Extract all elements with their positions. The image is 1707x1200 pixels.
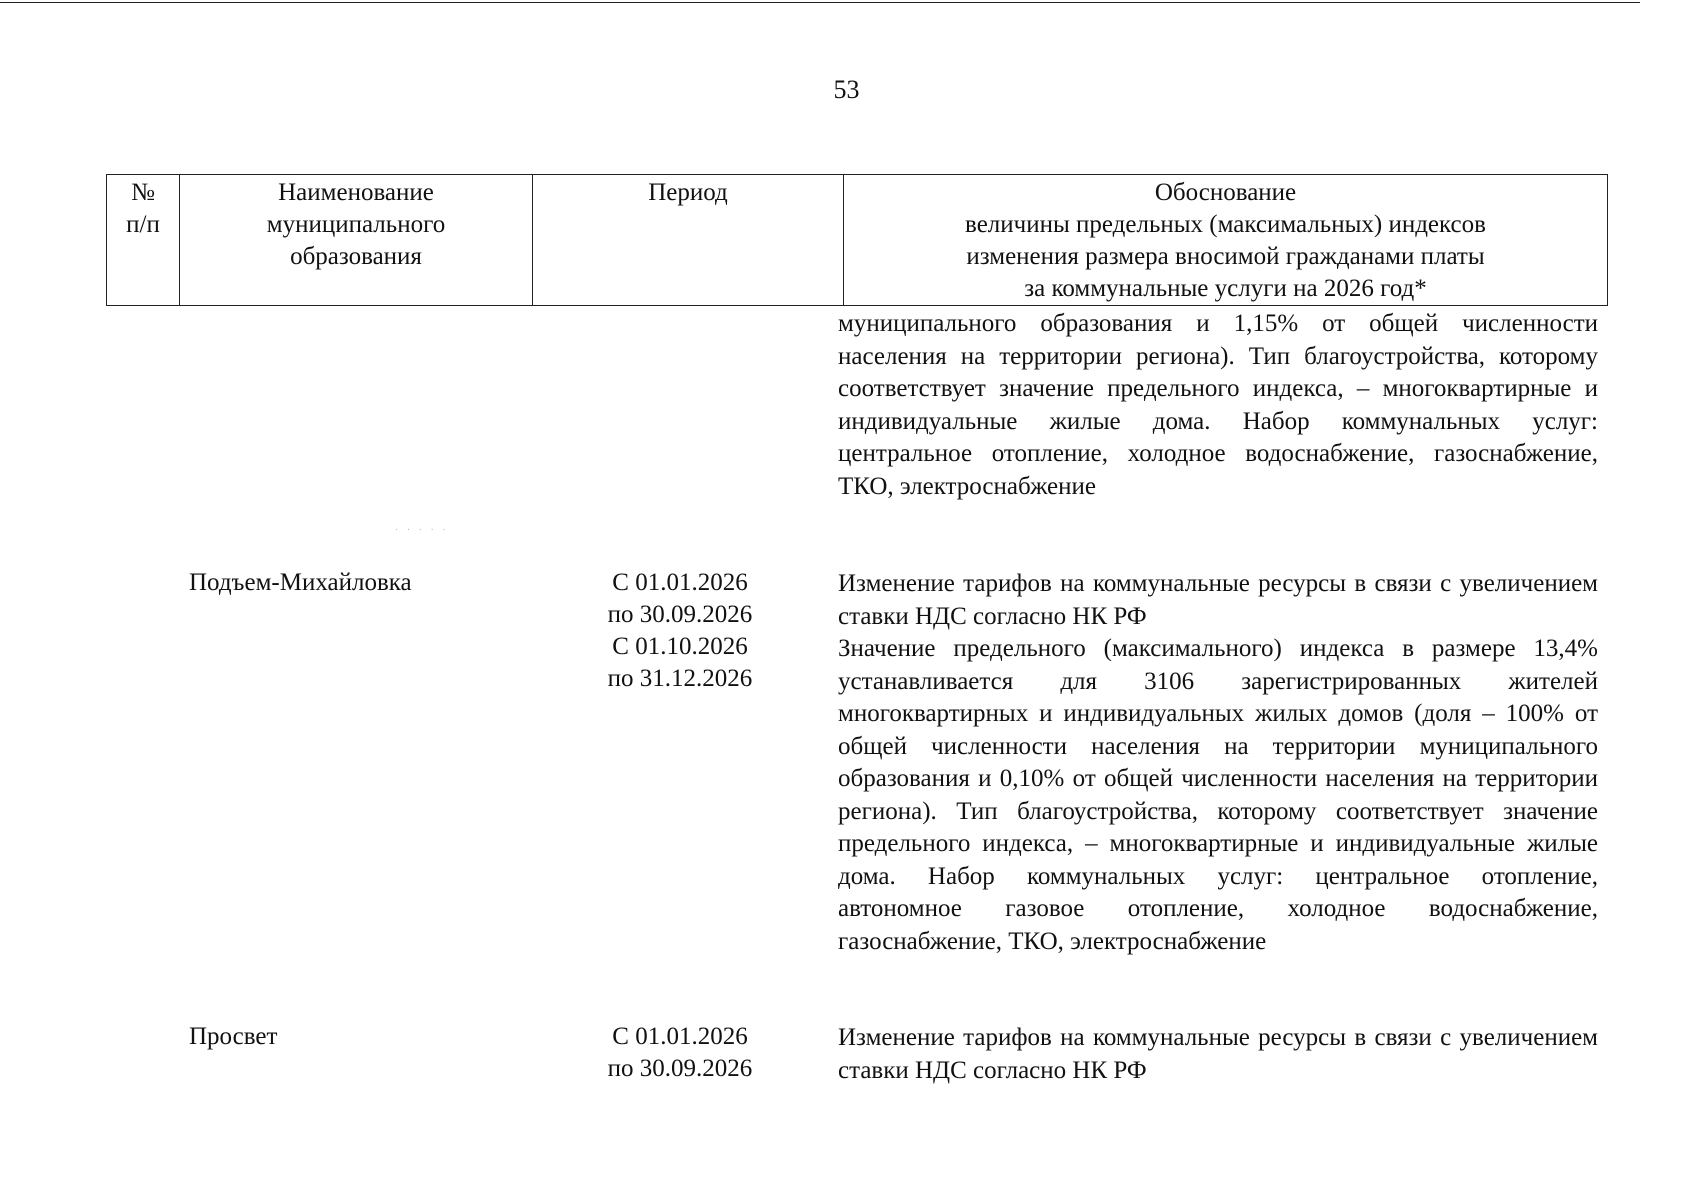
- period-line: по 30.09.2026: [607, 1055, 753, 1082]
- row-period-podyem-mikhaylovka: [570, 567, 790, 695]
- period-line: по 31.12.2026: [607, 665, 753, 692]
- header-justification-line: изменения размера вносимой гражданами платы: [966, 243, 1485, 270]
- header-number-line: №: [131, 179, 155, 206]
- header-number-cell: [107, 175, 180, 306]
- justification-paragraph: Изменение тарифов на коммунальные ресурсы в связи с увеличением ставки НДС согласно НК РФ: [838, 1024, 1598, 1084]
- header-justification-line: Обоснование: [1154, 179, 1297, 206]
- row-name-podyem-mikhaylovka: Подъем-Михайловка: [189, 569, 412, 596]
- top-rule: [0, 2, 1640, 3]
- header-justification-line: величины предельных (максимальных) индексов: [965, 211, 1486, 238]
- period-line: по 30.09.2026: [607, 601, 753, 628]
- header-justification-line: за коммунальные услуги на 2026 год*: [1024, 275, 1427, 302]
- scan-specks: · · · · ·: [395, 525, 449, 536]
- header-name-cell: [180, 175, 533, 306]
- period-line: С 01.10.2026: [612, 633, 748, 660]
- header-period-line: Период: [648, 179, 728, 206]
- period-line: С 01.01.2026: [612, 1023, 748, 1050]
- header-number-line: п/п: [126, 211, 160, 238]
- header-name-line: Наименование: [278, 179, 434, 206]
- header-justification-cell: [844, 175, 1608, 306]
- row-justification-podyem-mikhaylovka: [838, 568, 1598, 958]
- period-line: С 01.01.2026: [612, 569, 748, 596]
- continuation-justification: [838, 308, 1598, 503]
- justification-paragraph: Значение предельного (максимального) индекса в размере 13,4% устанавливается для 3106 зарегистрированных жителей многоквартирных и индивидуальных жилых домов (доля – 100% от общей численности населения на территории муниципального образования и 0,10% от общей численности населения на территории региона). Тип благоустройства, которому соответствует значение предельного индекса, – многоквартирные и индивидуальные жилые дома. Набор коммунальных услуг: центральное отопление, автономное газовое отопление, холодное водоснабжение, газоснабжение, ТКО, электроснабжение: [838, 635, 1598, 955]
- table-header: [106, 174, 1608, 306]
- page-number: 53: [833, 75, 860, 104]
- justification-paragraph: Изменение тарифов на коммунальные ресурсы в связи с увеличением ставки НДС согласно НК РФ: [838, 570, 1598, 630]
- header-name-line: образования: [290, 243, 422, 270]
- justification-paragraph: муниципального образования и 1,15% от общей численности населения на территории региона). Тип благоустройства, которому соответствует значение предельного индекса, – многоквартирные и индивидуальные жилые дома. Набор коммунальных услуг: центральное отопление, холодное водоснабжение, газоснабжение, ТКО, электроснабжение: [838, 310, 1598, 500]
- row-period-prosvet: [570, 1021, 790, 1085]
- header-name-line: муниципального: [266, 211, 446, 238]
- row-justification-prosvet: [838, 1022, 1598, 1087]
- row-name-prosvet: Просвет: [189, 1023, 278, 1050]
- header-period-cell: [533, 175, 844, 306]
